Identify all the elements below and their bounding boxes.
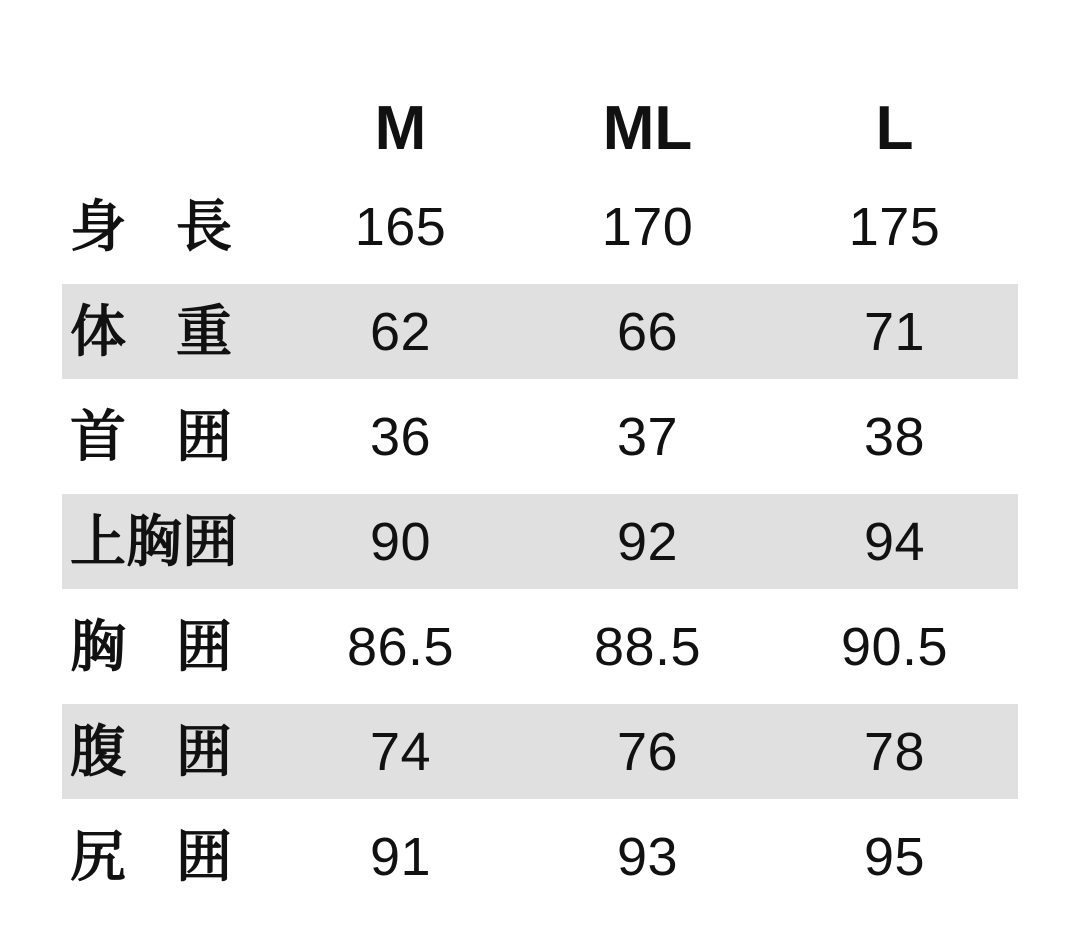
column-header-ml: ML [602,94,693,163]
table-row-waist [62,699,1018,804]
cell-height-l: 175 [848,196,941,257]
table-row-hip [62,804,1018,909]
cell-weight-m: 62 [369,301,432,362]
table-row-weight [62,279,1018,384]
table-header-row [62,84,1018,174]
cell-chest-ml: 88.5 [593,616,702,677]
cell-hip-ml: 93 [616,826,679,887]
column-header-m: M [374,94,427,163]
size-chart-table [62,0,1018,909]
cell-neck-m: 36 [369,406,432,467]
cell-upper-chest-m: 90 [369,511,432,572]
cell-height-m: 165 [354,196,447,257]
cell-chest-l: 90.5 [840,616,949,677]
cell-upper-chest-l: 94 [863,511,926,572]
cell-hip-m: 91 [369,826,432,887]
cell-waist-m: 74 [369,721,432,782]
cell-waist-ml: 76 [616,721,679,782]
cell-hip-l: 95 [863,826,926,887]
cell-chest-m: 86.5 [346,616,455,677]
row-label-neck: 首 囲 [70,404,232,468]
row-label-waist: 腹 囲 [70,719,232,783]
table-row-neck [62,384,1018,489]
cell-upper-chest-ml: 92 [616,511,679,572]
cell-neck-l: 38 [863,406,926,467]
table-row-height [62,174,1018,279]
cell-neck-ml: 37 [616,406,679,467]
table-row-chest [62,594,1018,699]
row-label-height: 身 長 [70,194,232,258]
cell-waist-l: 78 [863,721,926,782]
cell-weight-l: 71 [863,301,926,362]
row-label-upper-chest: 上胸囲 [70,509,238,573]
row-label-chest: 胸 囲 [70,614,232,678]
row-label-hip: 尻 囲 [70,824,232,888]
table-row-upper-chest [62,489,1018,594]
cell-weight-ml: 66 [616,301,679,362]
row-label-weight: 体 重 [70,299,232,363]
column-header-l: L [875,94,914,163]
cell-height-ml: 170 [601,196,694,257]
